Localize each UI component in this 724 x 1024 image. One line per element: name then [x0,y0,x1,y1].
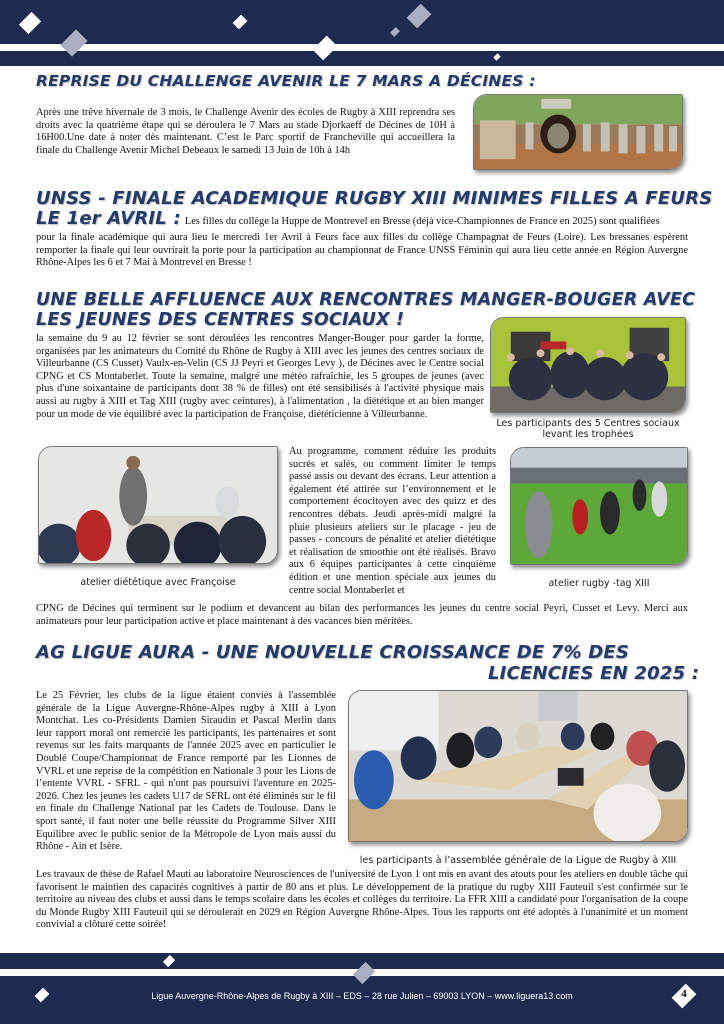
header-stripe [0,44,724,51]
article-title-line2: LICENCIES EN 2025 : [488,663,700,684]
article-title: REPRISE DU CHALLENGE AVENIR LE 7 MARS A DÉCINES : [36,72,536,90]
article-body-inline: Les filles du collège la Huppe de Montrevel en Bresse (déjà vice-Championnes de France en 2025) sont qualifiées [184,216,660,227]
header-band-bottom [0,51,724,66]
article-body-end: Les travaux de thèse de Rafael Mauti au laboratoire Neurosciences de l'université de Lyon 1 ont mis en avant des atouts pour les ateliers en double tâche qui favorisent le maintien des capacités cognitives à partir de 80 ans et plus. Le développement de la pratique du rugby XIII Fauteuil s'est confirmée sur le territoire au niveau des clubs et aussi dans le temps scolaire dans les écoles et collèges du territoire. La FFR XIII a candidaté pour l'organisation de la coupe du Monde Rugby XIII Fauteuil qui se déroulerait en 2029 en Région Auvergne Rhône-Alpes. Tous les rapports ont été adoptés à l'unanimité et un moment convivial a clôturé cette soirée! [36,869,688,931]
article-body: Après une trêve hivernale de 3 mois, le Challenge Avenir des écoles de Rugby à XIII reprendra ses droits avec la quatrième étape qui se déroulera le 7 Mars au stade Djorkaeff de Décines de 10H à 16H00.Une date à noter dès maintenant. C’est le Parc sportif de Francheville qui accueillera la finale du Challenge Avenir Michel Debeaux le samedi 13 Juin de 10h à 14h [36,107,455,156]
article-title-line2: LES JEUNES DES CENTRES SOCIAUX ! [36,310,405,330]
rugby-tag-photo [510,447,688,565]
photo-caption: atelier diététique avec Françoise [80,577,236,588]
article-body-end: CPNG de Décines qui terminent sur le podium et devancent au bilan des performances les jeunes du centre social Peyri, Cusset et Levy. Merci aux animateurs pour leur participation active et place maintenant à des vacances bien méritées. [36,603,688,627]
page-number: 4 [681,988,687,1000]
footer-address: Ligue Auvergne-Rhône-Alpes de Rugby à XIII – EDS – 28 rue Julien – 69003 LYON – www.liguera13.com [151,991,573,1001]
photo-caption: atelier rugby -tag XIII [548,578,650,589]
article-body: pour la finale académique qui aura lieu le mercredi 1er Avril à Feurs face aux filles du collège Champagnat de Feurs (Loire). Les bressanes espèrent remporter la finale qui leur ouvrirait la porte pour la participation au championnat de France UNSS Féminin qui aura lieu cette année en Région Auvergne Rhône-Alpes les 6 et 7 Mai à Montrevel en Bresse ! [36,232,688,269]
article-body: la semaine du 9 au 12 février se sont déroulées les rencontres Manger-Bouger pour garder la forme, organisées par les animateurs du Comité du Rhône de Rugby à XIII avec les jeunes des centres sociaux de Villeurbanne (CS Cusset) Vaulx-en-Velin (CS JJ Peyri et Georges Levy ), de Décines avec le Centre social CPNG et CS Montaberlet. Toute la semaine, malgré une météo rafraîchie, les 5 groupes de jeunes (avec plus d'une soixantaine de participants dont 38 % de filles) ont été sensibilisés à l'activité physique mais aussi au rugby à XIII et Tag XIII (rugby avec ceintures), à l'alimentation , la diététique et au bien manger pour un mode de vie équilibré avec la participation de Françoise, diététicienne à Villeurbanne. [36,333,484,420]
trophies-photo [473,94,683,170]
article-title-line1: AG LIGUE AURA - UNE NOUVELLE CROISSANCE DE 7% DES [36,642,630,663]
article-body: Le 25 Février, les clubs de la ligue étaient conviés à l'assemblée générale de la Ligue Auvergne-Rhône-Alpes rugby à XIII à Lyon Montchat. Les co-Présidents Damien Siraudin et Pascal Merlin dans leur rapport moral ont remercié les participants, les partenaires et sont revenus sur les faits marquants de l'année 2025 avec en particulier le Doublé Coupe/Championnat de France remporté par les Lionnes de VVRL et une reprise de la compétition en Nationale 3 pour les Lions de l’entente VVRL - SFRL - qui n'ont pas poursuivi l'aventure en 2025-2026. Chez les jeunes les cadets U17 de SFRL ont été éliminés sur le fil en finale du Challenge National par les Cadets de Toulouse. Dans le sport santé, il faut noter une belle réussite du Programme Silver XIII Equilibre avec le public senior de la Métropole de Lyon mais aussi du Rhône - Ain et Isère. [36,690,336,853]
group-trophy-photo [490,317,686,413]
article-body-continued: Au programme, comment réduire les produits sucrés et salés, ou comment limiter le temps passé assis ou devant des écrans. Leur attention a également été attirée sur l’environnement et le comportement écocitoyen avec des quizz et des rencontres débats. Jeudi après-midi malgré la pluie plusieurs ateliers sur le placage - jeu de passes - concours de pénalité et atelier diététique et réalisation de smoothie ont été réalisés. Bravo aux 6 équipes participantes à cette cinquième édition et une mention spéciale aux jeunes du centre social Montaberlet et [289,446,496,596]
dietetic-workshop-photo [38,446,278,564]
article-title-line1: UNSS - FINALE ACADEMIQUE RUGBY XIII MINIMES FILLES A FEURS [36,188,713,209]
article-title-line1: UNE BELLE AFFLUENCE AUX RENCONTRES MANGER-BOUGER AVEC [36,290,696,310]
article-title-line2: LE 1er AVRIL : [36,208,181,229]
article-intro [36,210,688,229]
general-assembly-photo [348,690,688,842]
photo-caption: Les participants des 5 Centres sociaux levant les trophées [496,418,680,440]
photo-caption: les participants à l’assemblée générale de la Ligue de Rugby à XIII [359,855,677,866]
